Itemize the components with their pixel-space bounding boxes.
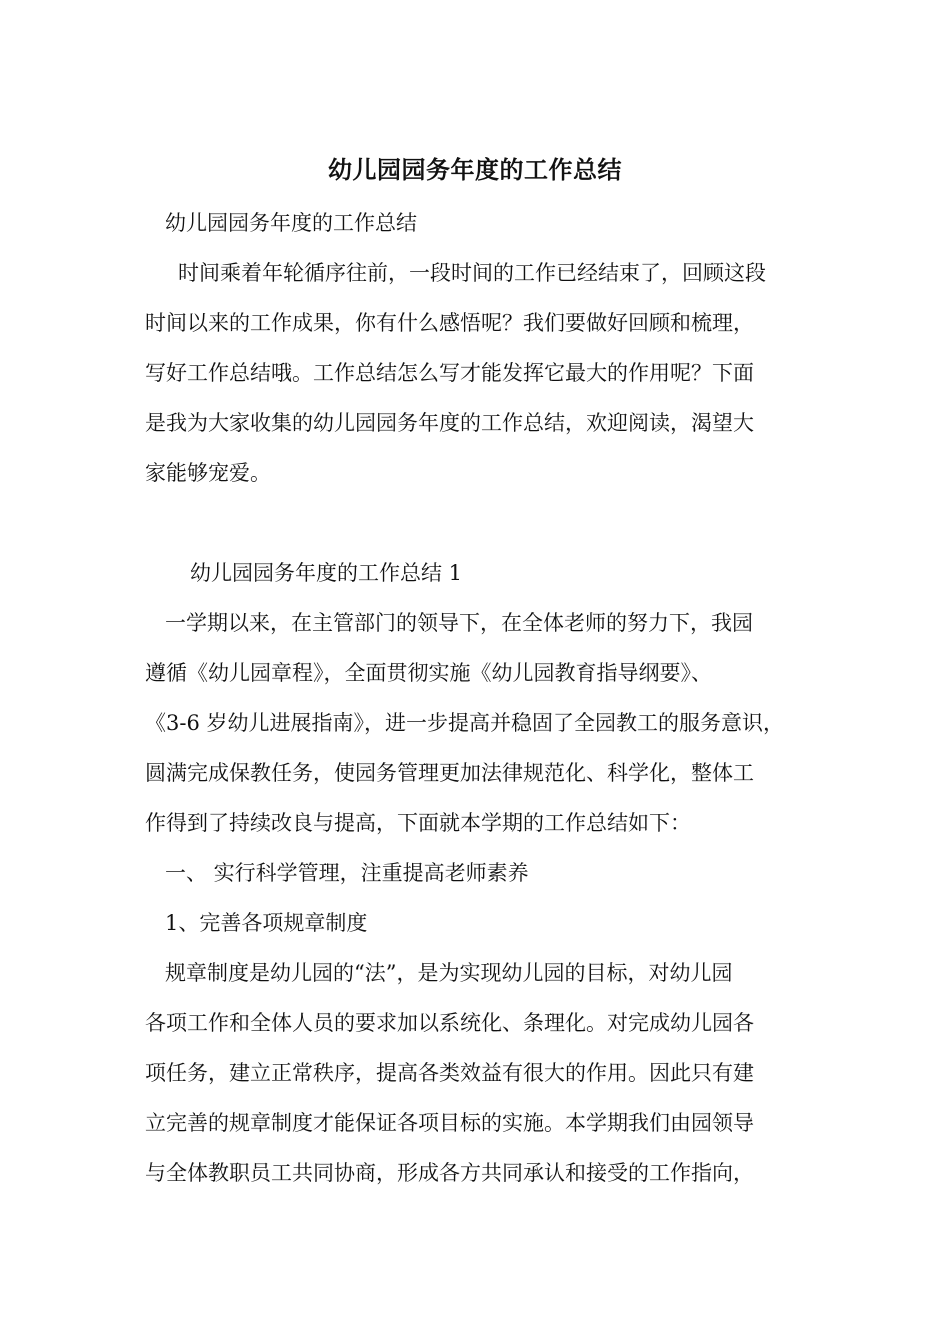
- point-heading: 一、 实行科学管理，注重提高老师素养: [165, 861, 529, 885]
- paragraph-line: 作得到了持续改良与提高，下面就本学期的工作总结如下：: [145, 811, 691, 835]
- paragraph-line: 规章制度是幼儿园的“法”，是为实现幼儿园的目标，对幼儿园: [165, 961, 733, 985]
- paragraph-line: 项任务，建立正常秩序，提高各类效益有很大的作用。因此只有建: [145, 1061, 754, 1085]
- paragraph-line: 《3-6 岁幼儿进展指南》，进一步提高并稳固了全园教工的服务意识，: [145, 711, 784, 735]
- paragraph-line: 各项工作和全体人员的要求加以系统化、条理化。对完成幼儿园各: [145, 1011, 754, 1035]
- sub-heading: 1、完善各项规章制度: [165, 911, 368, 935]
- document-subtitle: 幼儿园园务年度的工作总结: [165, 211, 417, 235]
- paragraph-line: 是我为大家收集的幼儿园园务年度的工作总结，欢迎阅读，渴望大: [145, 411, 754, 435]
- paragraph-line: 时间以来的工作成果，你有什么感悟呢？我们要做好回顾和梳理，: [145, 311, 754, 335]
- section1-paragraph: [145, 598, 825, 848]
- section-heading: 幼儿园园务年度的工作总结 1: [190, 561, 463, 585]
- paragraph-line: 遵循《幼儿园章程》，全面贯彻实施《幼儿园教育指导纲要》、: [145, 661, 712, 685]
- paragraph-line: 立完善的规章制度才能保证各项目标的实施。本学期我们由园领导: [145, 1111, 754, 1135]
- point-heading-block: [145, 848, 825, 948]
- paragraph-line: 写好工作总结哦。工作总结怎么写才能发挥它最大的作用呢？下面: [145, 361, 754, 385]
- paragraph-line: 时间乘着年轮循序往前，一段时间的工作已经结束了，回顾这段: [178, 261, 766, 285]
- paragraph-line: 家能够宠爱。: [145, 461, 271, 485]
- intro-paragraph: [145, 248, 825, 498]
- paragraph-line: 圆满完成保教任务，使园务管理更加法律规范化、科学化，整体工: [145, 761, 754, 785]
- section-heading-block: [145, 548, 825, 598]
- subtitle-block: [145, 198, 825, 248]
- paragraph-line: 一学期以来，在主管部门的领导下，在全体老师的努力下，我园: [165, 611, 753, 635]
- paragraph-line: 与全体教职员工共同协商，形成各方共同承认和接受的工作指向，: [145, 1161, 754, 1185]
- document-title: 幼儿园园务年度的工作总结: [328, 156, 622, 184]
- rules-paragraph: [145, 948, 825, 1198]
